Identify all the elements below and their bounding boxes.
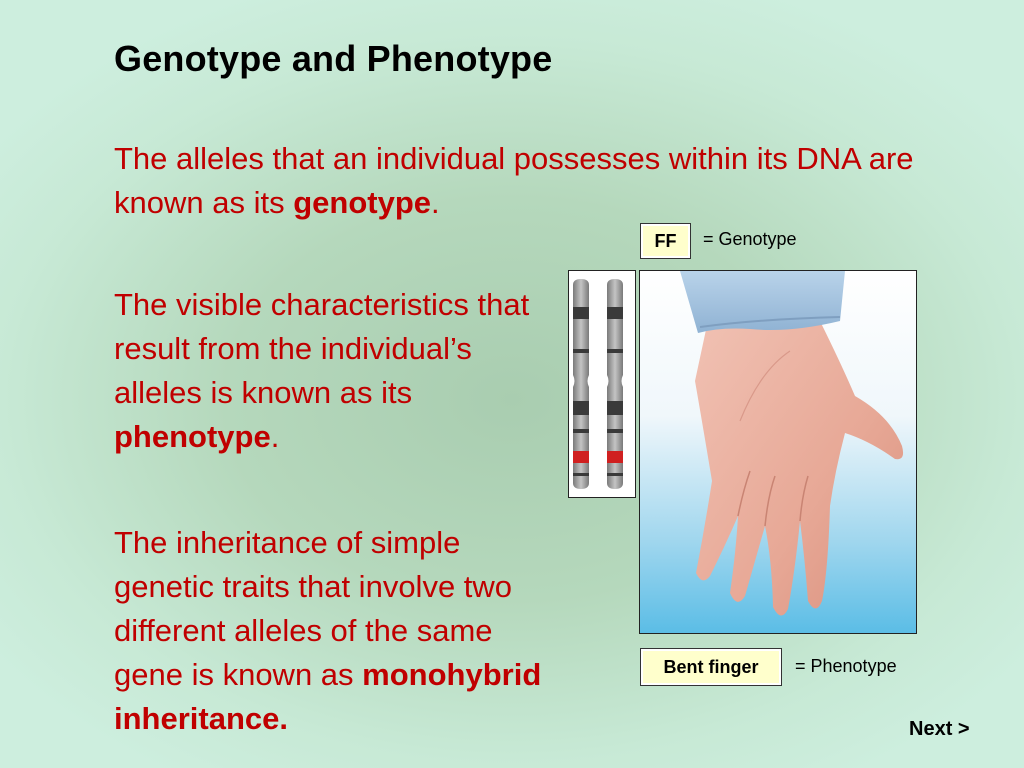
- genotype-term: genotype: [293, 185, 431, 220]
- genotype-definition-end: .: [431, 185, 440, 220]
- hand-illustration: [640, 271, 916, 633]
- next-button[interactable]: Next >: [909, 718, 970, 740]
- phenotype-equals-text: = Phenotype: [795, 656, 897, 676]
- monohybrid-definition: [114, 521, 564, 741]
- phenotype-label: Bent finger: [663, 656, 759, 677]
- genotype-label-box: [640, 223, 691, 259]
- hand-photo: [639, 270, 917, 634]
- chromosome-pair-diagram: [568, 270, 636, 498]
- genotype-equals-text: = Genotype: [703, 229, 797, 249]
- sleeve: [680, 271, 845, 333]
- chromosome-pair-svg: [569, 271, 635, 497]
- chromosome-right: [607, 279, 623, 489]
- allele-band-right: [607, 451, 623, 463]
- hand-shape: [695, 311, 903, 616]
- phenotype-label-box: [640, 648, 782, 686]
- slide-title: Genotype and Phenotype: [114, 38, 553, 79]
- chromosome-left: [573, 279, 589, 489]
- phenotype-definition-text: The visible characteristics that result from the individual’s alleles is known as its: [114, 287, 530, 410]
- phenotype-term: phenotype: [114, 419, 271, 454]
- monohybrid-definition-text: The inheritance of simple genetic traits that involve two different alleles of the same gene is known as: [114, 525, 513, 692]
- genotype-definition-text: The alleles that an individual possesses within its DNA are known as its: [114, 141, 914, 220]
- phenotype-definition-end: .: [270, 419, 280, 454]
- phenotype-definition: [114, 283, 554, 459]
- genotype-definition: [114, 137, 944, 225]
- monohybrid-term: monohybrid inheritance.: [114, 657, 542, 736]
- allele-band-left: [573, 451, 589, 463]
- genotype-label: FF: [654, 230, 677, 251]
